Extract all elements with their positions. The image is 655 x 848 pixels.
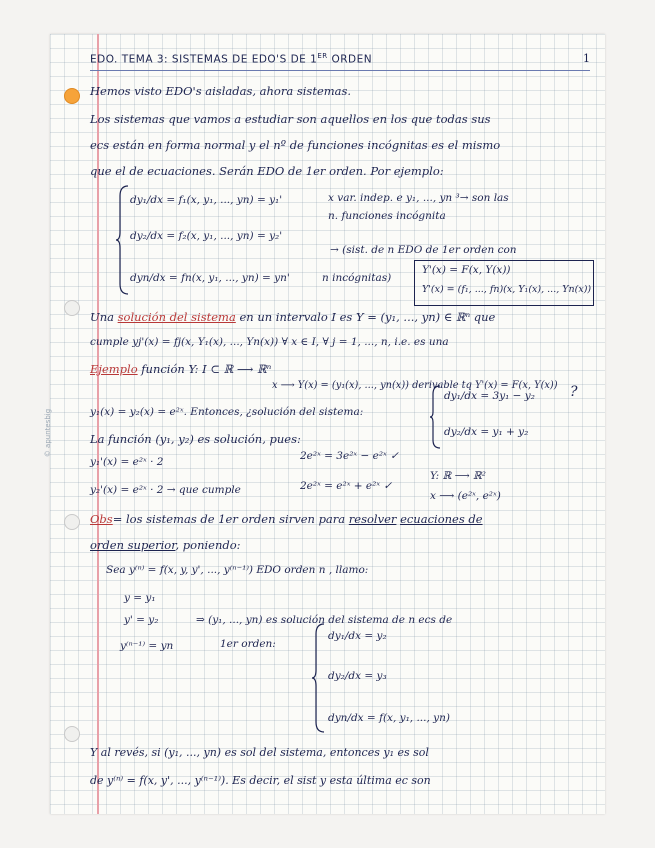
- text-line: → (sist. de n EDO de 1er orden con: [330, 244, 517, 256]
- equation: x ⟶ (e²ˣ, e²ˣ): [430, 490, 501, 502]
- watermark: © apuntesbig: [44, 408, 53, 458]
- page-header: [90, 52, 590, 71]
- text-line: Una solución del sistema en un intervalo I es Y = (y₁, ..., yn) ∈ ℝⁿ que: [90, 310, 496, 324]
- equation: y₂'(x) = e²ˣ · 2 → que cumple: [90, 484, 241, 496]
- text-line: Hemos visto EDO's aisladas, ahora sistemas.: [90, 84, 352, 98]
- equation: y = y₁: [124, 592, 156, 604]
- question-mark: ?: [570, 384, 578, 400]
- text-line: Ejemplo función Y: I ⊂ ℝ ⟶ ℝⁿ: [90, 362, 272, 376]
- punch-hole: [64, 300, 80, 316]
- text-line: que el de ecuaciones. Serán EDO de 1er orden. Por ejemplo:: [90, 164, 444, 178]
- text-line: n. funciones incógnita: [328, 210, 446, 222]
- equation: Y: ℝ ⟶ ℝ²: [430, 470, 486, 482]
- system-brace: [312, 622, 326, 734]
- page-number: 1: [583, 52, 590, 65]
- text-line: La función (y₁, y₂) es solución, pues:: [90, 432, 301, 446]
- text-line: x var. indep. e y₁, ..., yn ³→ son las: [328, 192, 509, 204]
- text-line: cumple yj'(x) = fj(x, Y₁(x), ..., Yn(x)) ∀ x ∈ I, ∀ j = 1, ..., n, i.e. es una: [90, 336, 449, 348]
- text-line: x ⟶ Y(x) = (y₁(x), ..., yn(x)) derivable tq Y'(x) = F(x, Y(x)): [272, 380, 558, 391]
- text-line: orden superior, poniendo:: [90, 538, 241, 552]
- punch-hole: [64, 88, 80, 104]
- equation: Sea y⁽ⁿ⁾ = f(x, y, y', ..., y⁽ⁿ⁻¹⁾) EDO orden n , llamo:: [106, 564, 369, 576]
- equation: y₁'(x) = e²ˣ · 2: [90, 456, 164, 468]
- equation: y⁽ⁿ⁻¹⁾ = yn: [120, 640, 174, 652]
- text-line: n incógnitas): [322, 272, 392, 284]
- text-line: Obs= los sistemas de 1er orden sirven para resolver ecuaciones de: [90, 512, 483, 526]
- page-title: EDO. TEMA 3: SISTEMAS DE EDO'S DE 1ER ORDEN: [90, 52, 373, 66]
- text-line: y₁(x) = y₂(x) = e²ˣ. Entonces, ¿solución del sistema:: [90, 406, 364, 418]
- notebook-page: [44, 34, 605, 814]
- equation: dy₁/dx = y₂: [328, 630, 387, 642]
- equation: dy₁/dx = f₁(x, y₁, ..., yn) = y₁': [130, 194, 283, 206]
- text-line: 1er orden:: [220, 638, 276, 650]
- text-line: ecs están en forma normal y el nº de funciones incógnitas es el mismo: [90, 138, 501, 152]
- text-line: Y al revés, si (y₁, ..., yn) es sol del sistema, entonces y₁ es sol: [90, 746, 429, 759]
- equation: dyn/dx = f(x, y₁, ..., yn): [328, 712, 450, 724]
- text-line: ⇒ (y₁, ..., yn) es solución del sistema de n ecs de: [196, 614, 453, 626]
- equation: 2e²ˣ = e²ˣ + e²ˣ ✓: [300, 480, 393, 492]
- equation: dyn/dx = fn(x, y₁, ..., yn) = yn': [130, 272, 290, 284]
- system-brace: [116, 184, 130, 296]
- equation: Y'(x) = F(x, Y(x)): [422, 264, 511, 276]
- system-brace: [430, 384, 442, 450]
- equation: dy₁/dx = 3y₁ − y₂: [444, 390, 535, 402]
- punch-hole: [64, 514, 80, 530]
- text-line: Los sistemas que vamos a estudiar son aquellos en los que todas sus: [90, 112, 491, 126]
- punch-hole: [64, 726, 80, 742]
- equation: y' = y₂: [124, 614, 159, 626]
- equation: 2e²ˣ = 3e²ˣ − e²ˣ ✓: [300, 450, 399, 462]
- equation: Y'(x) = (f₁, ..., fn)(x, Y₁(x), ..., Yn(x)): [422, 284, 592, 295]
- text-line: de y⁽ⁿ⁾ = f(x, y', ..., y⁽ⁿ⁻¹⁾). Es decir, el sist y esta última ec son: [90, 774, 431, 787]
- equation: dy₂/dx = y₃: [328, 670, 387, 682]
- equation: dy₂/dx = y₁ + y₂: [444, 426, 529, 438]
- equation: dy₂/dx = f₂(x, y₁, ..., yn) = y₂': [130, 230, 283, 242]
